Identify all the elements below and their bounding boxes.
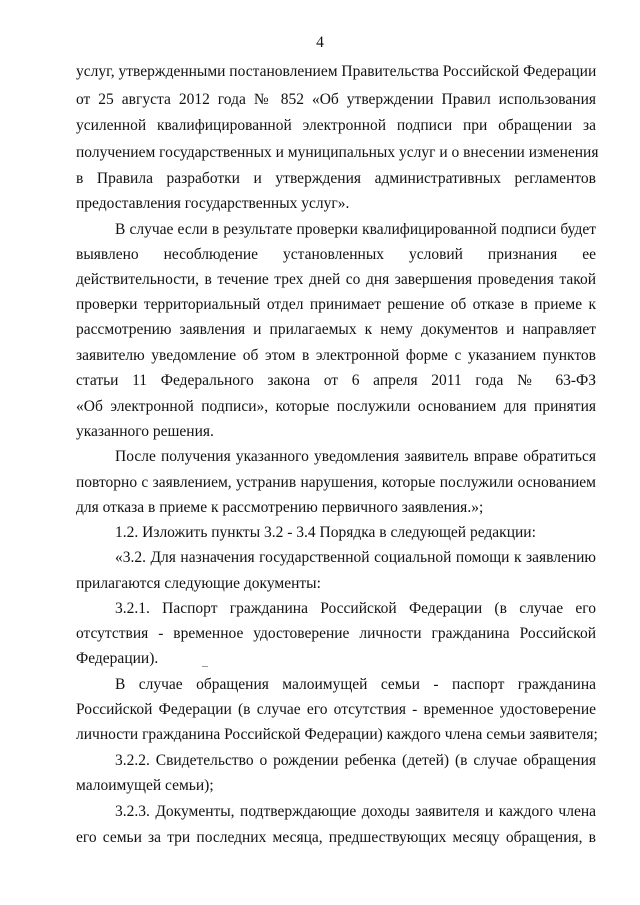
text-line: его семьи за три последних месяца, предшествующих месяцу обращения, в	[76, 829, 596, 846]
text-line: 3.2.1. Паспорт гражданина Российской Федерации (в случае его	[115, 600, 596, 617]
text-line: проверки территориальный отдел принимает решение об отказе в приеме к	[76, 296, 596, 313]
text-line: рассмотрению заявления и прилагаемых к нему документов и направляет	[76, 321, 596, 338]
text-line: Федерации).	[76, 650, 159, 667]
text-line: «3.2. Для назначения государственной социальной помощи к заявлению	[115, 549, 596, 566]
text-line: отсутствия - временное удостоверение личности гражданина Российской	[76, 625, 596, 642]
text-line: указанного решения.	[76, 423, 214, 440]
text-line: от 25 августа 2012 года № 852 «Об утверждении Правил использования	[76, 91, 596, 108]
text-line: 1.2. Изложить пункты 3.2 - 3.4 Порядка в следующей редакции:	[115, 524, 536, 541]
text-line: для отказа в приеме к рассмотрению первичного заявления.»;	[76, 499, 484, 516]
text-line: В случае если в результате проверки квалифицированной подписи будет	[115, 221, 596, 238]
text-line: В случае обращения малоимущей семьи - паспорт гражданина	[115, 676, 596, 693]
page-number: 4	[316, 34, 324, 51]
text-line: Российской Федерации (в случае его отсутствия - временное удостоверение	[76, 701, 596, 718]
scan-mark	[202, 666, 208, 667]
text-line: личности гражданина Российской Федерации) каждого члена семьи заявителя;	[76, 726, 598, 743]
text-line: повторно с заявлением, устранив нарушения, которые послужили основанием	[76, 474, 596, 491]
text-line: 3.2.3. Документы, подтверждающие доходы заявителя и каждого члена	[115, 803, 596, 820]
text-line: малоимущей семьи);	[76, 777, 214, 794]
text-line: предоставления государственных услуг».	[76, 195, 350, 212]
text-line: выявлено несоблюдение установленных условий признания ее	[76, 246, 596, 263]
text-line: усиленной квалифицированной электронной подписи при обращении за	[76, 117, 596, 134]
text-line: услуг, утвержденными постановлением Правительства Российской Федерации	[76, 63, 597, 80]
text-line: прилагаются следующие документы:	[76, 575, 321, 592]
text-line: После получения указанного уведомления заявитель вправе обратиться	[115, 448, 596, 465]
text-line: 3.2.2. Свидетельство о рождении ребенка (детей) (в случае обращения	[115, 752, 596, 769]
text-line: получением государственных и муниципальных услуг и о внесении изменения	[76, 144, 599, 161]
text-line: заявителю уведомление об этом в электронной форме с указанием пунктов	[76, 347, 596, 364]
text-line: в Правила разработки и утверждения административных регламентов	[76, 170, 596, 187]
text-line: «Об электронной подписи», которые послужили основанием для принятия	[76, 398, 596, 415]
text-line: статьи 11 Федерального закона от 6 апреля 2011 года № 63-ФЗ	[76, 372, 596, 389]
text-line: действительности, в течение трех дней со дня завершения проведения такой	[76, 271, 596, 288]
